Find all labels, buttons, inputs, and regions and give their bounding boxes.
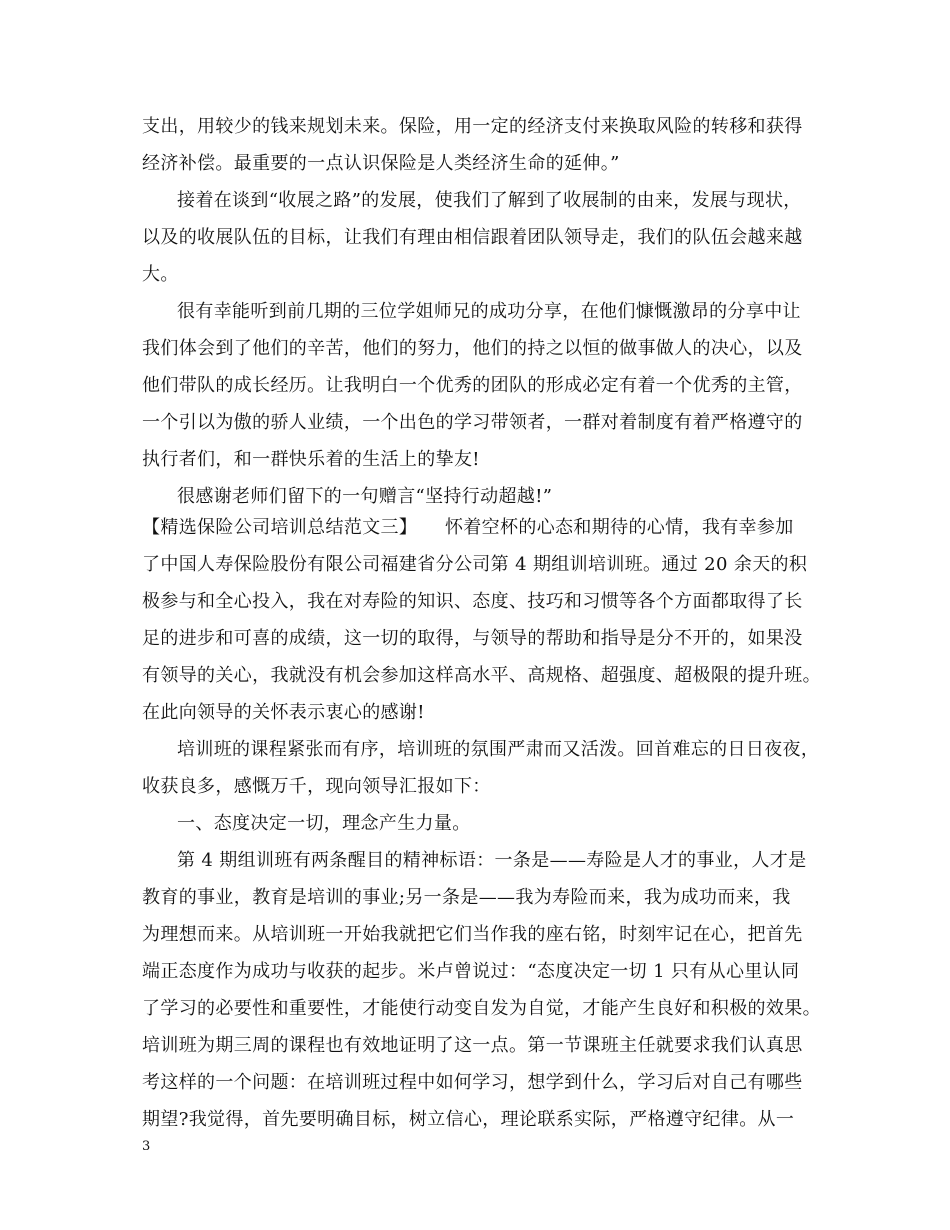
text-line: 大。 <box>142 264 179 285</box>
text-line: 一个引以为傲的骄人业绩，一个出色的学习带领者，一群对着制度有着严格遵守的 <box>142 412 803 433</box>
page-number: 3 <box>142 1139 151 1154</box>
text-line: 培训班为期三周的课程也有效地证明了这一点。第一节课班主任就要求我们认真思 <box>142 1035 803 1056</box>
text-line: 经济补偿。最重要的一点认识保险是人类经济生命的延伸。” <box>142 153 620 174</box>
text-line: 支出，用较少的钱来规划未来。保险，用一定的经济支付来换取风险的转移和获得 <box>142 116 803 137</box>
text-line: 了学习的必要性和重要性，才能使行动变自发为自觉，才能产生良好和积极的效果。 <box>142 998 821 1019</box>
text-line: 我们体会到了他们的辛苦，他们的努力，他们的持之以恒的做事做人的决心，以及 <box>142 338 803 359</box>
text-line: 很有幸能听到前几期的三位学姐师兄的成功分享，在他们慷慨激昂的分享中让 <box>177 301 801 322</box>
text-line: 为理想而来。从培训班一开始我就把它们当作我的座右铭，时刻牢记在心，把首先 <box>142 924 803 945</box>
text-line: 极参与和全心投入，我在对寿险的知识、态度、技巧和习惯等各个方面都取得了长 <box>142 591 803 612</box>
text-line: 培训班的课程紧张而有序，培训班的氛围严肃而又活泼。回首难忘的日日夜夜， <box>177 739 820 760</box>
text-line: 第 4 期组训班有两条醒目的精神标语：一条是——寿险是人才的事业，人才是 <box>177 850 807 871</box>
text-line: 以及的收展队伍的目标，让我们有理由相信跟着团队领导走，我们的队伍会越来越 <box>142 227 803 248</box>
section-heading-line: 【精选保险公司培训总结范文三】 怀着空杯的心态和期待的心情，我有幸参加 <box>142 517 794 538</box>
text-line: 一、态度决定一切，理念产生力量。 <box>177 813 471 834</box>
text-line: 在此向领导的关怀表示衷心的感谢! <box>142 702 425 723</box>
text-line: 教育的事业，教育是培训的事业;另一条是——我为寿险而来，我为成功而来，我 <box>142 887 791 908</box>
text-line: 有领导的关心，我就没有机会参加这样高水平、高规格、超强度、超极限的提升班。 <box>142 665 821 686</box>
text-line: 执行者们，和一群快乐着的生活上的挚友! <box>142 449 480 470</box>
text-line: 收获良多，感慨万千，现向领导汇报如下： <box>142 776 491 797</box>
text-line: 足的进步和可喜的成绩，这一切的取得，与领导的帮助和指导是分不开的，如果没 <box>142 628 803 649</box>
text-line: 端正态度作为成功与收获的起步。米卢曾说过：“态度决定一切 1 只有从心里认同 <box>142 961 800 982</box>
text-line: 很感谢老师们留下的一句赠言“坚持行动超越!” <box>177 486 553 507</box>
text-line: 考这样的一个问题：在培训班过程中如何学习，想学到什么，学习后对自己有哪些 <box>142 1072 803 1093</box>
text-line: 期望?我觉得，首先要明确目标，树立信心，理论联系实际，严格遵守纪律。从一 <box>142 1109 795 1130</box>
text-line: 他们带队的成长经历。让我明白一个优秀的团队的形成必定有着一个优秀的主管， <box>142 375 803 396</box>
text-line: 了中国人寿保险股份有限公司福建省分公司第 4 期组训培训班。通过 20 余天的积 <box>142 554 808 575</box>
text-line: 接着在谈到“收展之路”的发展，使我们了解到了收展制的由来，发展与现状， <box>177 190 802 211</box>
